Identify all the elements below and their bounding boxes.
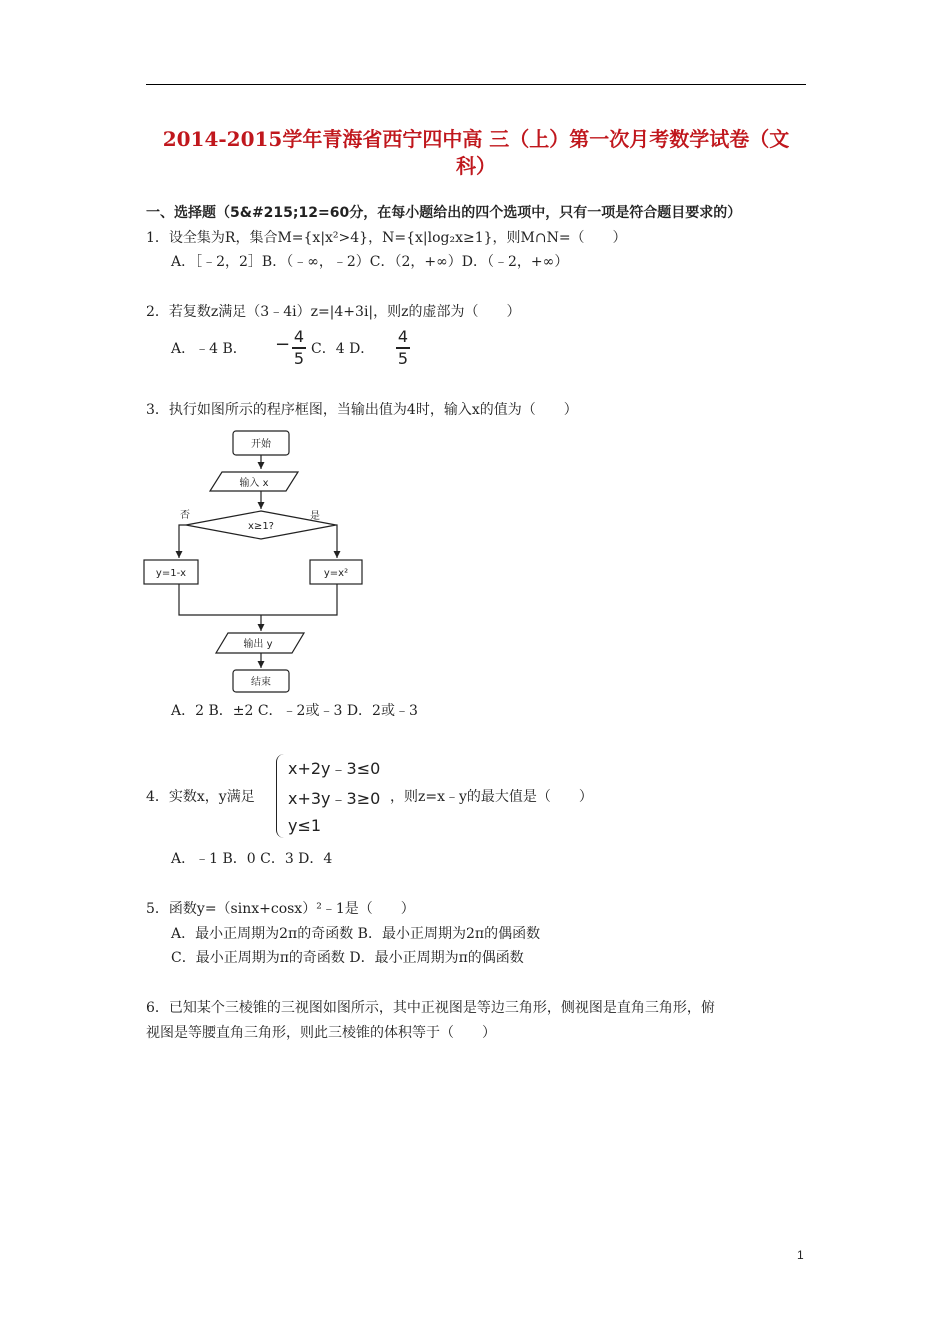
page-number: 1 (797, 1248, 804, 1262)
question-3-options: A．2 B．±2 C．﹣2或﹣3 D．2或﹣3 (171, 703, 418, 719)
flow-input-label: 输入 x (239, 478, 269, 489)
question-4-lead: 4．实数x，y满足 (146, 789, 255, 805)
fraction-denominator: 5 (293, 348, 305, 368)
flow-left-label: y=1-x (155, 568, 187, 579)
question-2-fraction-b (292, 328, 306, 368)
question-1-stem: 1．设全集为R，集合M={x|x²>4}，N={x|log₂x≥1}，则M∩N=（ ） (146, 230, 627, 246)
question-6-line-1: 6．已知某个三棱锥的三视图如图所示，其中正视图是等边三角形，侧视图是直角三角形，俯 (146, 1000, 715, 1016)
negative-sign: − (275, 334, 291, 355)
section-heading: 一、选择题（5&#215;12=60分，在每小题给出的四个选项中，只有一项是符合题目要求的） (146, 205, 742, 221)
question-2-option-c: C．4 D． (311, 341, 375, 357)
title-line-1: 2014-2015学年青海省西宁四中高 三（上）第一次月考数学试卷（文 (162, 127, 790, 151)
flow-start-label: 开始 (251, 439, 271, 450)
question-2-option-a: A．﹣4 B． (171, 341, 247, 357)
question-5-stem: 5．函数y=（sinx+cosx）²﹣1是（ ） (146, 901, 415, 917)
system-line-1: x+2y﹣3≤0 (288, 759, 381, 778)
fraction-denominator: 5 (397, 348, 409, 368)
flow-yes-label: 是 (310, 511, 320, 522)
question-3-stem: 3．执行如图所示的程序框图，当输出值为4时，输入x的值为（ ） (146, 402, 578, 418)
header-rule (146, 84, 806, 85)
question-6-line-2: 视图是等腰直角三角形，则此三棱锥的体积等于（ ） (146, 1025, 496, 1041)
system-brace (276, 754, 287, 838)
question-5-options-line-1: A．最小正周期为2π的奇函数 B．最小正周期为2π的偶函数 (171, 926, 541, 942)
question-4-options: A．﹣1 B．0 C．3 D．4 (171, 851, 333, 867)
question-2-stem: 2．若复数z满足（3﹣4i）z=|4+3i|，则z的虚部为（ ） (146, 304, 521, 320)
question-1-options: A．［﹣2，2］B．（﹣∞，﹣2）C．（2，+∞）D．（﹣2，+∞） (171, 254, 569, 270)
flow-no-label: 否 (180, 510, 190, 521)
flow-output-label: 输出 y (243, 639, 273, 650)
fraction-numerator: 4 (293, 327, 305, 346)
fraction-numerator: 4 (397, 327, 409, 346)
question-2-fraction-d (396, 328, 410, 368)
title-line-2: 科） (456, 154, 496, 178)
question-4-tail: ，则z=x﹣y的最大值是（ ） (390, 789, 593, 805)
page-title (140, 126, 812, 180)
flow-right-label: y=x² (323, 568, 349, 579)
system-line-2: x+3y﹣3≥0 (288, 789, 381, 808)
flow-decision-label: x≥1? (248, 521, 274, 532)
system-line-3: y≤1 (288, 816, 322, 835)
flowchart (140, 425, 380, 697)
question-5-options-line-2: C．最小正周期为π的奇函数 D．最小正周期为π的偶函数 (171, 950, 524, 966)
flow-end-label: 结束 (251, 677, 271, 688)
